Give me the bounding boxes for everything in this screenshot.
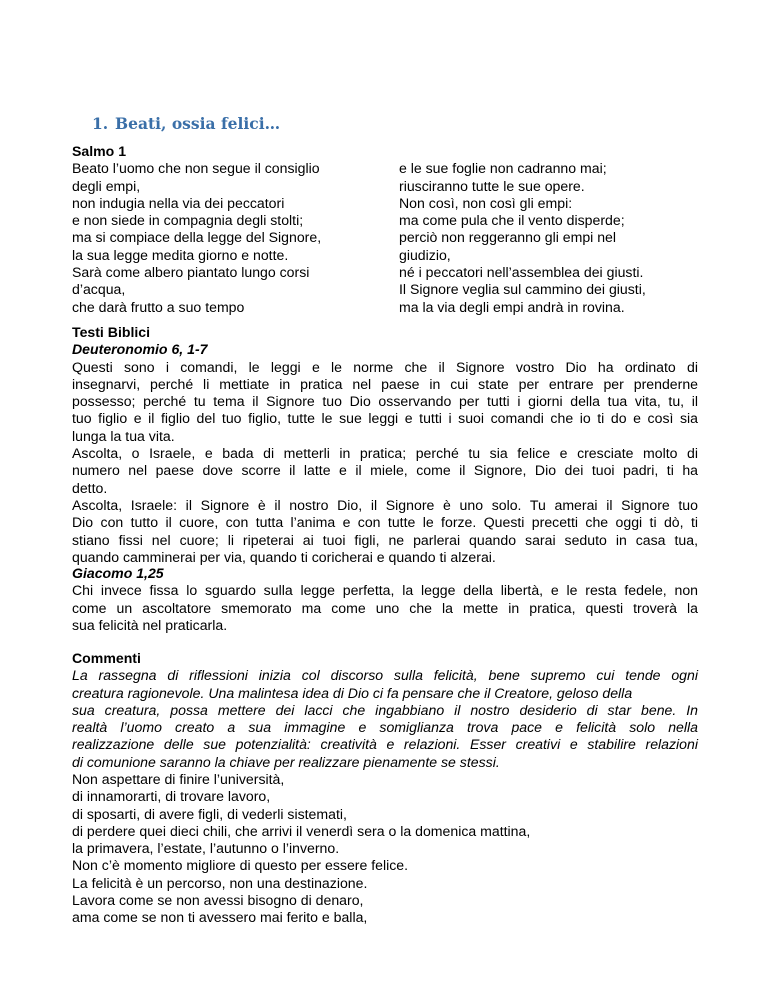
commenti-title: Commenti xyxy=(72,650,141,666)
psalm-title: Salmo 1 xyxy=(72,143,127,159)
commenti-section xyxy=(72,650,698,771)
giacomo-ref: Giacomo 1,25 xyxy=(72,565,164,581)
psalm-right-lines xyxy=(399,160,646,316)
text-line: numero nel paese dove scorre il latte e il miele, come il Signore, Dio dei tuoi padri, ti ha xyxy=(72,462,698,479)
giacomo-text xyxy=(72,582,698,634)
psalm-line: la sua legge medita giorno e notte. xyxy=(72,246,289,263)
text-line: insegnarvi, perché li mettiate in pratica nel paese in cui state per entrare per prenderne xyxy=(72,375,698,392)
psalm-line: e le sue foglie non cadranno mai; xyxy=(399,160,607,177)
text-line: possesso; perché tu tema il Signore tuo Dio osservando per tutti i giorni della tua vita, tu, il xyxy=(72,393,698,410)
poem-line: Non c’è momento migliore di questo per essere felice. xyxy=(72,857,409,874)
poem-line: la primavera, l’estate, l’autunno o l’inverno. xyxy=(72,840,340,857)
text-line: Ascolta, o Israele, e bada di metterli in pratica; perché tu sia felice e cresciate molto di xyxy=(72,445,698,462)
text-line: tuo figlio e il figlio del tuo figlio, tutte le sue leggi e tutti i suoi comandi che io ti do e così sia xyxy=(72,410,698,427)
text-line: come un ascoltatore smemorato ma come uno che la mette in pratica, questi troverà la xyxy=(72,599,698,616)
deuteronomio-text xyxy=(72,359,698,567)
text-line: stiano fissi nel cuore; li ripeterai ai tuoi figli, ne parlerai quando sarai seduto in casa tua, xyxy=(72,531,698,548)
poem-text xyxy=(72,771,698,927)
poem-line: La felicità è un percorso, non una destinazione. xyxy=(72,874,368,891)
psalm-line: d’acqua, xyxy=(72,281,126,298)
comment-line: La rassegna di riflessioni inizia col discorso sulla felicità, bene supremo cui tende ogni xyxy=(72,667,698,684)
text-line: Ascolta, Israele: il Signore è il nostro Dio, il Signore è uno solo. Tu amerai il Signore tuo xyxy=(72,496,698,513)
poem-line: Non aspettare di finire l’università, xyxy=(72,771,285,787)
poem-section xyxy=(72,771,698,927)
giacomo-section xyxy=(72,565,698,634)
text-line: Dio con tutto il cuore, con tutta l’anima e con tutte le forze. Questi precetti che oggi ti dò, ti xyxy=(72,514,698,531)
text-line: Chi invece fissa lo sguardo sulla legge perfetta, la legge della libertà, e le resta fedele, non xyxy=(72,582,698,599)
poem-line: Lavora come se non avessi bisogno di denaro, xyxy=(72,892,364,909)
section-heading xyxy=(92,114,280,133)
poem-line: di sposarti, di avere figli, di vederli sistemati, xyxy=(72,805,347,822)
psalm-line: ma si compiace della legge del Signore, xyxy=(72,229,322,246)
psalm-left-column xyxy=(72,143,321,316)
text-line: quando camminerai per via, quando ti coricherai e quando ti alzerai. xyxy=(72,548,496,565)
comment-line: di comunione saranno la chiave per realizzare pienamente se stessi. xyxy=(72,753,500,770)
poem-line: ama come se non ti avessero mai ferito e balla, xyxy=(72,909,368,926)
psalm-line: perciò non reggeranno gli empi nel xyxy=(399,229,617,246)
heading-number: 1. xyxy=(92,114,109,133)
psalm-line: non indugia nella via dei peccatori xyxy=(72,194,285,211)
psalm-line: degli empi, xyxy=(72,177,141,194)
psalm-line: ma come pula che il vento disperde; xyxy=(399,212,625,229)
comment-line: sua creatura, possa mettere dei lacci che ingabbiano il nostro desiderio di star bene. In xyxy=(72,701,698,718)
psalm-line: giudizio, xyxy=(399,246,451,263)
heading-title: Beati, ossia felici… xyxy=(115,114,281,133)
psalm-line: Non così, non così gli empi: xyxy=(399,194,573,211)
deuteronomio-ref: Deuteronomio 6, 1-7 xyxy=(72,341,208,358)
poem-line: di perdere quei dieci chili, che arrivi il venerdì sera o la domenica mattina, xyxy=(72,822,531,839)
comment-line: realizzazione delle sue potenzialità: creatività e relazioni. Esser creativi e stabilire relazioni xyxy=(72,736,698,753)
psalm-right-column xyxy=(399,160,646,316)
text-line: Questi sono i comandi, le leggi e le norme che il Signore vostro Dio ha ordinato di xyxy=(72,358,698,375)
testi-biblici-section xyxy=(72,324,698,566)
comment-line: creatura ragionevole. Una malintesa idea di Dio ci fa pensare che il Creatore, geloso della xyxy=(72,684,633,701)
commenti-text xyxy=(72,667,698,771)
poem-line: di innamorarti, di trovare lavoro, xyxy=(72,788,271,805)
psalm-line: Sarà come albero piantato lungo corsi xyxy=(72,264,310,281)
psalm-line: Beato l’uomo che non segue il consiglio xyxy=(72,160,320,177)
comment-line: realtà l’uomo creato a sua immagine e somiglianza trova pace e felicità solo nella xyxy=(72,719,698,736)
text-line: detto. xyxy=(72,479,108,496)
psalm-line: né i peccatori nell’assemblea dei giusti. xyxy=(399,264,644,281)
psalm-left-lines xyxy=(72,160,321,316)
psalm-line: Il Signore veglia sul cammino dei giusti, xyxy=(399,281,646,298)
text-line: lunga la tua vita. xyxy=(72,427,175,444)
text-line: sua felicità nel praticarla. xyxy=(72,616,228,633)
psalm-line: che darà frutto a suo tempo xyxy=(72,298,245,315)
psalm-line: e non siede in compagnia degli stolti; xyxy=(72,212,304,229)
psalm-line: ma la via degli empi andrà in rovina. xyxy=(399,298,625,315)
psalm-line: riusciranno tutte le sue opere. xyxy=(399,177,585,194)
testi-title: Testi Biblici xyxy=(72,324,151,340)
